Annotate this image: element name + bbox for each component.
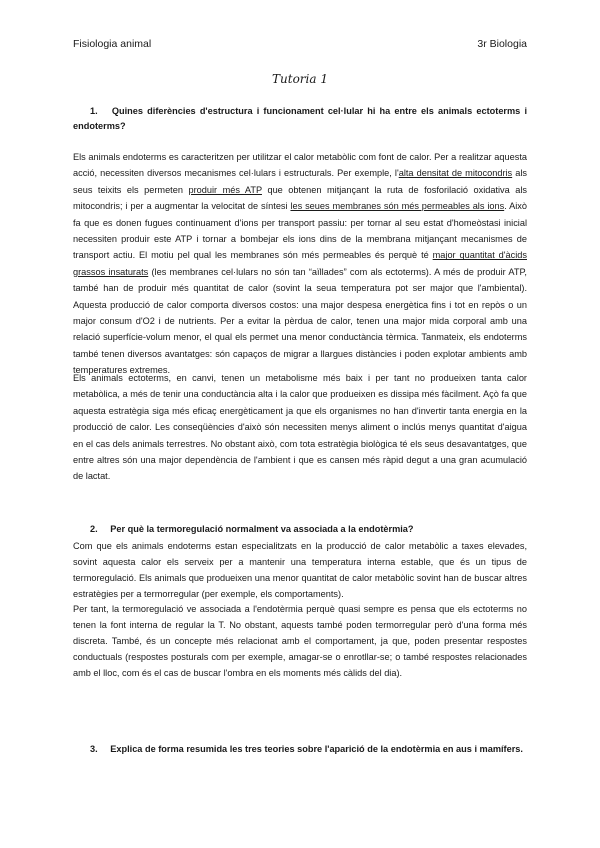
answer-1-underline-1: alta densitat de mitocondris bbox=[398, 168, 513, 179]
question-2-text: Per què la termoregulació normalment va associada a la endotèrmia? bbox=[110, 524, 414, 534]
answer-1-text-5: (les membranes cel·lulars no són tan “aïllades” com als ectoterms). A més de produir ATP, també han de produir més quantitat de calor (sovint la seua temperatura pot ser major que l'ambiental). Aquesta producció de calor comporta diversos costos: una major despesa energètica fins i tot en repòs o un major consum d'O2 i de nutrients. Per a evitar la pèrdua de calor, tenen una major mida corporal amb una relació superfície-volum menor, el qual els permet una menor conductància tèrmica. Tanmateix, els endoterms també tenen diversos avantatges: són capaços de migrar a llargues distàncies i poden explotar ambients amb temperatures extremes. bbox=[73, 266, 527, 376]
answer-1-underline-3: les seues membranes són més permeables als ions bbox=[290, 201, 505, 212]
answer-1-paragraph-2-text: Els animals ectoterms, en canvi, tenen un metabolisme més baix i per tant no produeixen tanta calor metabòlica, a més de tenir una conductància alta i la calor que produeixen es dissipa més fàcilment. Açò fa que aquesta estratègia siga més eficaç energèticament ja que els organismes no han d'invertir tanta energia en la producció de calor. Les conseqüències d'això són necessiten menys aliment o inclús menys quantitat d'aigua en el cas dels animals terrestres. No obstant això, com tota estratègia biològica té els seus desavantatges, que entre altres són una major dependència de l'ambient i que es cansen més ràpid degut a una gran acumulació de lactat. bbox=[73, 373, 527, 482]
answer-1-underline-2: produir més ATP bbox=[188, 184, 262, 195]
answer-1-text-4: . Això fa que es donen fugues continuament d'ions per transport passiu: per tornar al seu estat d'homeòstasi inicial necessiten produir este ATP i tornar a bombejar els ions dins de la membrana mitjançant mecanismes de transport actiu. El motiu pel qual les membranes són més permeables és perquè té bbox=[73, 201, 527, 261]
question-1-text: Quines diferències d'estructura i funcionament cel·lular hi ha entre els animals ectoterms i endoterms? bbox=[73, 106, 527, 131]
question-3-text: Explica de forma resumida les tres teories sobre l'aparició de la endotèrmia en aus i mamífers. bbox=[110, 744, 523, 754]
answer-1-text-3: que obtenen mitjançant la ruta de fosforilació oxidativa als mitocondris; i per a augmentar la velocitat de síntesi bbox=[73, 184, 528, 212]
header-level: 3r Biologia bbox=[477, 38, 527, 50]
answer-1-text-2: als seus teixits els permeten bbox=[73, 168, 527, 195]
question-1 bbox=[73, 104, 527, 133]
question-3-number: 3. bbox=[90, 744, 98, 754]
header-course: Fisiologia animal bbox=[73, 38, 152, 50]
question-1-number: 1. bbox=[90, 106, 98, 116]
answer-2-paragraph-2-text: Per tant, la termoregulació ve associada a l'endotèrmia perquè quasi sempre es pensa que els ectoterms no tenen la font interna de regular la T. No obstant, aquests també poden termorregular però d'una forma més discreta. També, és un concepte més relacionat amb el comportament, ja que, poden presentar respostes conductuals (respostes posturals com per exemple, amagar-se o enrotllar-se; o també respostes relacionades amb el lloc, com és el cas de buscar l'ombra en els moments més càlids del dia). bbox=[73, 604, 527, 678]
question-2-number: 2. bbox=[90, 524, 98, 534]
answer-1-text-1: Els animals endoterms es caracteritzen per utilitzar el calor metabòlic com font de calor. Per a realitzar aquesta acció, necessiten diversos mecanismes cel·lulars i estructurals. Per exemple, l' bbox=[73, 152, 527, 179]
answer-2-paragraph-2 bbox=[73, 601, 527, 681]
question-3 bbox=[73, 742, 527, 757]
answer-1-underline-4: major quantitat d'àcids grassos insaturats bbox=[73, 250, 527, 277]
answer-2-paragraph-1-text: Com que els animals endoterms estan especialitzats en la producció de calor metabòlic a taxes elevades, sovint aquesta calor els serveix per a mantenir una temperatura interna estable, que és un tipus de termoregulació. Els animals que produeixen una menor quantitat de calor metabòlic sovint han de buscar altres estratègies per a termorregular (per exemple, els comportaments). bbox=[73, 541, 527, 599]
answer-1-paragraph-2 bbox=[73, 370, 527, 485]
page-title: Tutoria 1 bbox=[272, 72, 328, 86]
answer-1-paragraph-1 bbox=[73, 149, 527, 379]
answer-2-paragraph-1 bbox=[73, 538, 527, 602]
question-2 bbox=[73, 522, 527, 537]
